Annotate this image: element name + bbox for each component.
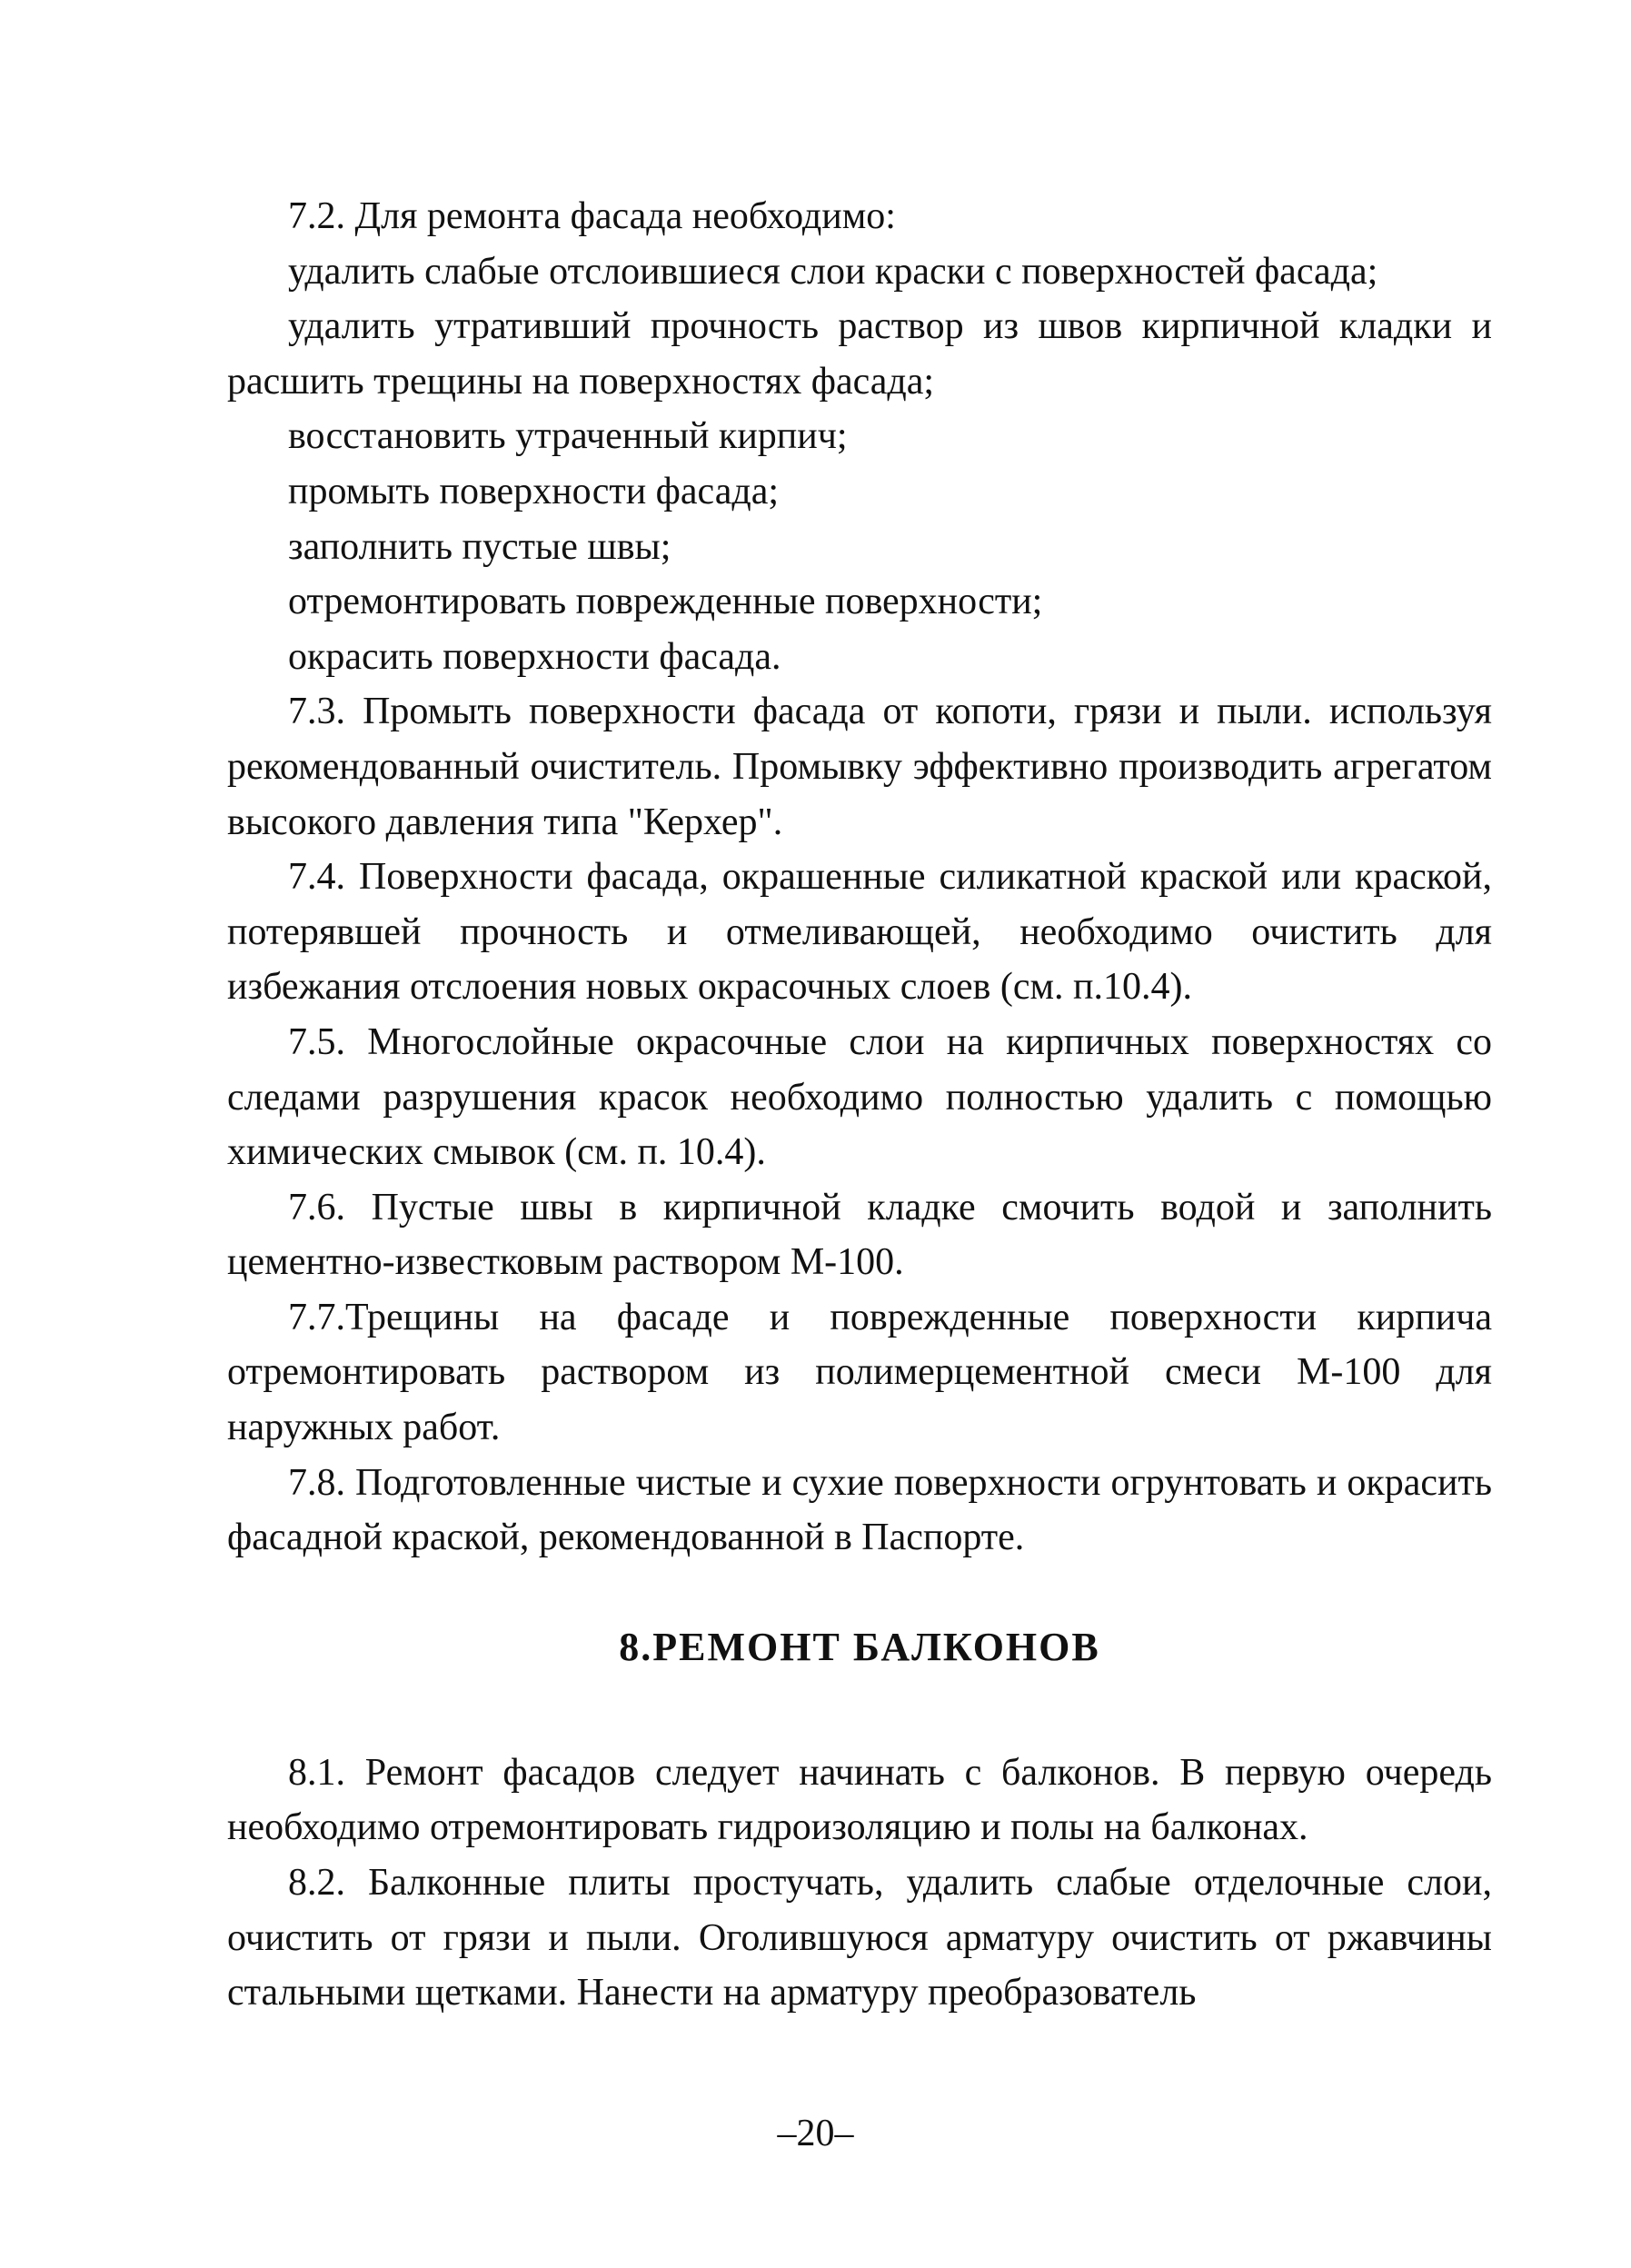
paragraph-7-8: 7.8. Подготовленные чистые и сухие поверхности огрунтовать и окрасить фасадной краской, рекомендованной в Паспорте. — [227, 1461, 1492, 1559]
paragraph-7-7: 7.7.Трещины на фасаде и поврежденные поверхности кирпича отремонтировать раствором из полимерцементной смеси М-100 для наружных работ. — [227, 1296, 1492, 1449]
page-body — [227, 189, 1492, 2021]
step-fill-joints: заполнить пустые швы; — [288, 525, 671, 568]
step-remove-paint: удалить слабые отслоившиеся слои краски с поверхностей фасада; — [288, 250, 1378, 293]
step-repair-surfaces: отремонтировать поврежденные поверхности; — [288, 581, 1043, 623]
step-paint-surfaces: окрасить поверхности фасада. — [288, 635, 781, 678]
paragraph-7-5: 7.5. Многослойные окрасочные слои на кирпичных поверхностях со следами разрушения красок необходимо полностью удалить с помощью химических смывок (см. п. 10.4). — [227, 1020, 1492, 1174]
paragraph-7-6: 7.6. Пустые швы в кирпичной кладке смочить водой и заполнить цементно-известковым раствором М-100. — [227, 1186, 1492, 1284]
step-wash-surfaces: промыть поверхности фасада; — [288, 470, 780, 512]
paragraph-7-4: 7.4. Поверхности фасада, окрашенные силикатной краской или краской, потерявшей прочность и отмеливающей, необходимо очистить для избежания отслоения новых окрасочных слоев (см. п.10.4). — [227, 856, 1492, 1009]
paragraph-7-3: 7.3. Промыть поверхности фасада от копоти, грязи и пыли. используя рекомендованный очиститель. Промывку эффективно производить агрегатом высокого давления типа "Керхер". — [227, 691, 1492, 843]
paragraph-8-1: 8.1. Ремонт фасадов следует начинать с балконов. В первую очередь необходимо отремонтировать гидроизоляцию и полы на балконах. — [227, 1751, 1492, 1849]
step-remove-mortar: удалить утративший прочность раствор из швов кирпичной кладки и расшить трещины на поверхностях фасада; — [227, 305, 1492, 403]
page-number: –20– — [777, 2113, 854, 2154]
section-heading-balcony-repair: 8.РЕМОНТ БАЛКОНОВ — [619, 1624, 1100, 1669]
paragraph-7-2-intro: 7.2. Для ремонта фасада необходимо: — [288, 195, 896, 237]
step-restore-brick: восстановить утраченный кирпич; — [288, 415, 848, 458]
paragraph-8-2: 8.2. Балконные плиты простучать, удалить слабые отделочные слои, очистить от грязи и пыли. Оголившуюся арматуру очистить от ржавчины стальными щетками. Нанести на арматуру преобразователь — [227, 1862, 1492, 2014]
